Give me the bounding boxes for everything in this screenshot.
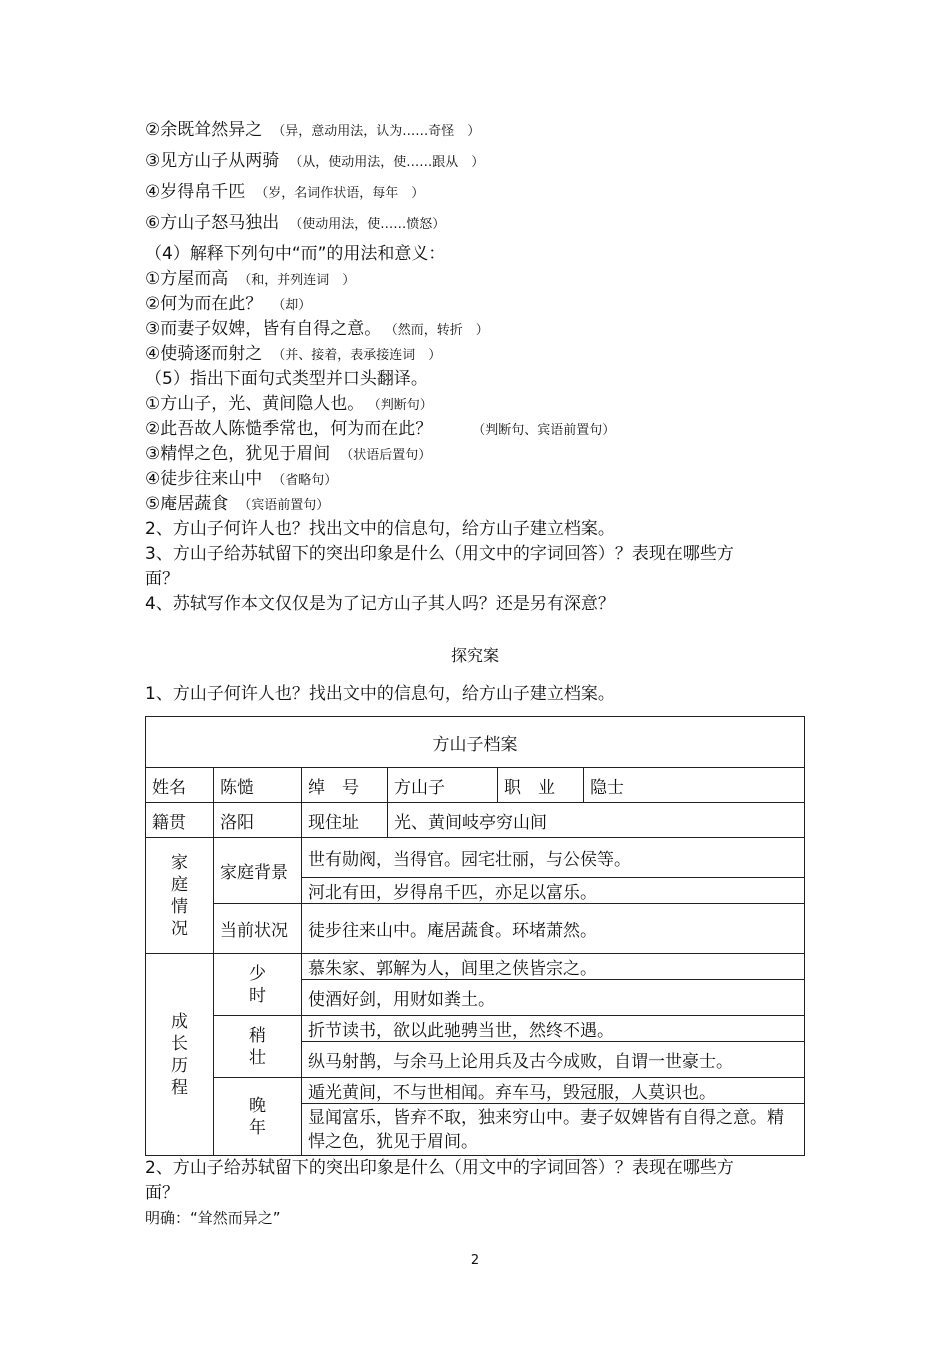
explore-question-2: 2、方山子给苏轼留下的突出印象是什么（用文中的字词回答）？表现在哪些方: [145, 1158, 734, 1178]
annotation: （判断句）: [374, 398, 433, 413]
annotation: （从，使动用法，使……跟从 ）: [289, 155, 485, 170]
explore-title: 探究案: [450, 646, 499, 665]
youth-line-2: 使酒好剑，用财如粪土。: [302, 980, 805, 1016]
family-label: [146, 838, 214, 954]
current-value: 徒步往来山中。庵居蔬食。环堵萧然。: [302, 904, 805, 954]
sentence: ①方山子，光、黄间隐人也。: [145, 394, 365, 414]
q4-heading: （4）解释下列句中“而”的用法和意义：: [145, 244, 446, 264]
sentence: ④岁得帛千匹: [145, 182, 246, 202]
address-value: 光、黄间岐亭穷山间: [388, 803, 805, 838]
example-line: [145, 150, 484, 174]
example-line: [145, 212, 445, 236]
name-label: 姓名: [146, 768, 214, 803]
background-line-2: 河北有田，岁得帛千匹，亦足以富乐。: [302, 878, 805, 904]
adult-label: [214, 1016, 302, 1078]
example-line: [145, 318, 489, 342]
annotation: （却）: [272, 298, 312, 313]
sentence: ③而妻子奴婢，皆有自得之意。: [145, 319, 382, 339]
current-label: 当前状况: [214, 904, 302, 954]
late-line-2: 显闻富乐，皆弃不取，独来穷山中。妻子奴婢皆有自得之意。精悍之色，犹见于眉间。: [302, 1104, 805, 1156]
annotation: （判断句、宾语前置句）: [472, 423, 616, 438]
example-line: [145, 418, 615, 442]
alias-label: 绰 号: [302, 768, 388, 803]
question-3: 3、方山子给苏轼留下的突出印象是什么（用文中的字词回答）？表现在哪些方: [145, 544, 734, 564]
late-label: [214, 1078, 302, 1156]
example-line: [145, 268, 355, 292]
annotation: （使动用法，使……愤怒）: [289, 217, 446, 232]
youth-label: [214, 954, 302, 1016]
late-label-text: 晚年: [249, 1095, 266, 1138]
job-label: 职 业: [498, 768, 584, 803]
explore-question-2-cont: 面？: [145, 1183, 179, 1203]
annotation: （状语后置句）: [340, 448, 432, 463]
adult-line-1: 折节读书，欲以此驰骋当世，然终不遇。: [302, 1016, 805, 1042]
name-value: 陈慥: [214, 768, 302, 803]
example-line: [145, 443, 431, 467]
sentence: ①方屋而高: [145, 269, 229, 289]
annotation: （异，意动用法，认为……奇怪 ）: [272, 124, 481, 139]
adult-label-text: 稍壮: [249, 1025, 266, 1068]
sentence: ③精悍之色，犹见于眉间: [145, 444, 331, 464]
example-line: [145, 119, 480, 143]
sentence: ④使骑逐而射之: [145, 344, 263, 364]
growth-label: [146, 954, 214, 1156]
annotation: （并、接着，表承接连词 ）: [272, 348, 442, 363]
table-title: 方山子档案: [146, 717, 805, 768]
sentence: ②此吾故人陈慥季常也，何为而在此？: [145, 419, 433, 439]
youth-line-1: 慕朱家、郭解为人，闾里之侠皆宗之。: [302, 954, 805, 980]
alias-value: 方山子: [388, 768, 498, 803]
address-label: 现住址: [302, 803, 388, 838]
example-line: [145, 468, 337, 492]
annotation: （然而，转折 ）: [391, 323, 489, 338]
background-line-1: 世有勋阀，当得官。园宅壮丽，与公侯等。: [302, 838, 805, 878]
page-number: 2: [470, 1253, 480, 1268]
origin-value: 洛阳: [214, 803, 302, 838]
sentence: ③见方山子从两骑: [145, 151, 280, 171]
question-3-cont: 面？: [145, 569, 179, 589]
origin-label: 籍贯: [146, 803, 214, 838]
annotation: （宾语前置句）: [238, 498, 330, 513]
annotation: （岁，名词作状语，每年 ）: [255, 186, 425, 201]
background-label: 家庭背景: [214, 838, 302, 904]
answer: 明确：“耸然而异之”: [145, 1209, 281, 1227]
job-value: 隐士: [584, 768, 805, 803]
sentence: ②余既耸然异之: [145, 120, 263, 140]
example-line: [145, 393, 433, 417]
question-2: 2、方山子何许人也？找出文中的信息句，给方山子建立档案。: [145, 519, 615, 539]
sentence: ⑥方山子怒马独出: [145, 213, 280, 233]
late-line-1: 遁光黄间，不与世相闻。弃车马，毁冠服，人莫识也。: [302, 1078, 805, 1104]
question-4: 4、苏轼写作本文仅仅是为了记方山子其人吗？还是另有深意？: [145, 594, 615, 614]
explore-question-1: 1、方山子何许人也？找出文中的信息句，给方山子建立档案。: [145, 684, 615, 704]
adult-line-2: 纵马射鹊，与余马上论用兵及古今成败，自谓一世豪士。: [302, 1042, 805, 1078]
sentence: ⑤庵居蔬食: [145, 494, 229, 514]
profile-table: [145, 716, 805, 1156]
youth-label-text: 少时: [249, 963, 266, 1006]
example-line: [145, 181, 424, 205]
example-line: [145, 493, 329, 517]
example-line: [145, 343, 441, 367]
q5-heading: （5）指出下面句式类型并口头翻译。: [145, 369, 428, 389]
example-line: [145, 293, 311, 317]
annotation: （和，并列连词 ）: [238, 273, 356, 288]
growth-label-text: 成长历程: [171, 1011, 188, 1098]
family-label-text: 家庭情况: [171, 852, 188, 939]
sentence: ④徒步往来山中: [145, 469, 263, 489]
sentence: ②何为而在此？: [145, 294, 263, 314]
annotation: （省略句）: [272, 473, 338, 488]
